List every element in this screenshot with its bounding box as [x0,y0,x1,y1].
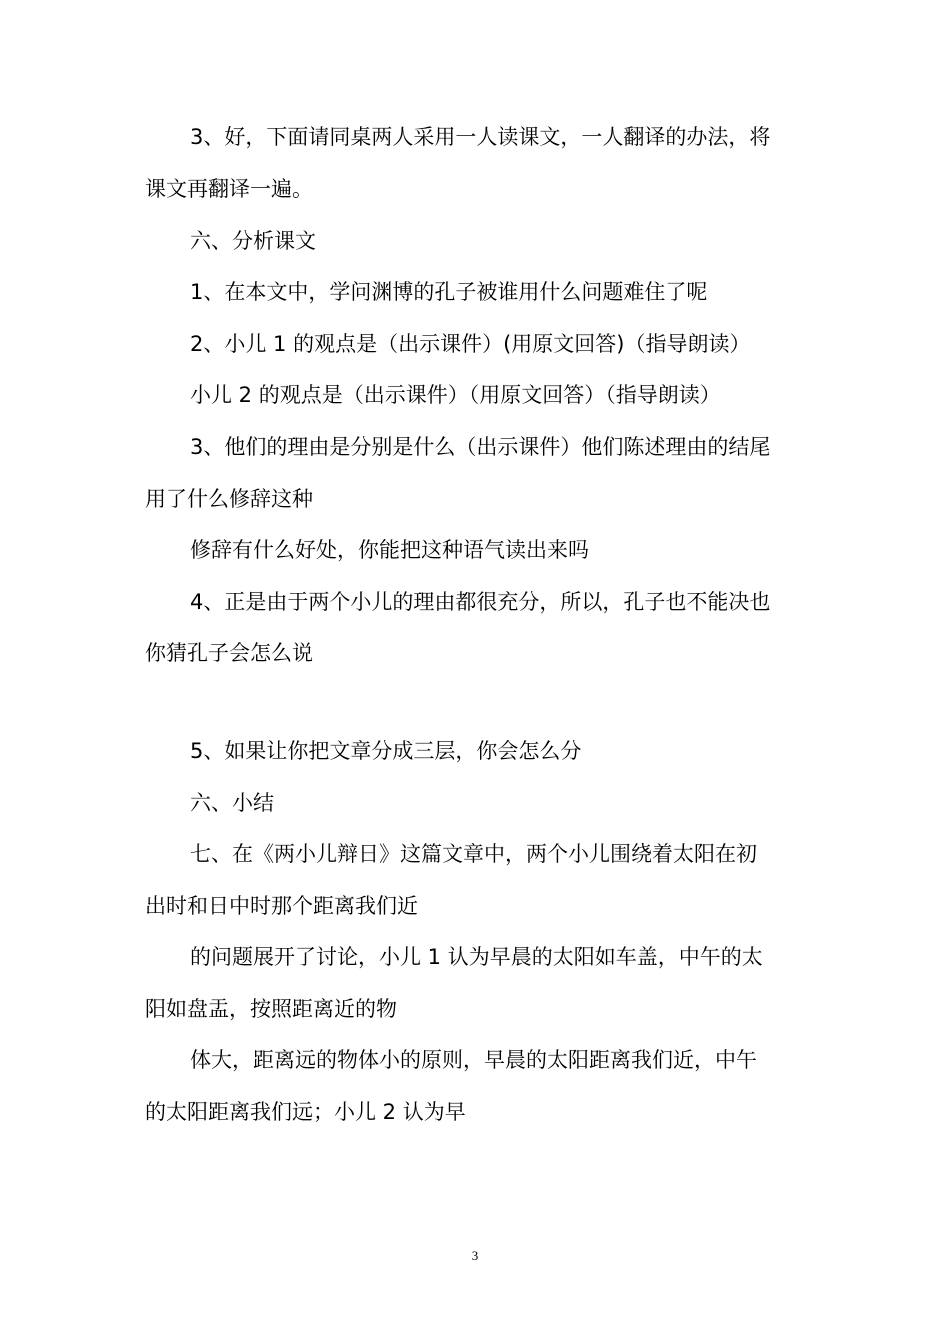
paragraph-line: 修辞有什么好处，你能把这种语气读出来吗 [190,538,589,562]
paragraph-line: 出时和日中时那个距离我们近 [145,894,418,918]
paragraph-line: 3、他们的理由是分别是什么（出示课件）他们陈述理由的结尾 [190,435,771,459]
paragraph-line: 七、在《两小儿辩日》这篇文章中，两个小儿围绕着太阳在初 [190,842,757,866]
page-number: 3 [471,1248,479,1263]
paragraph-line: 你猜孔子会怎么说 [145,641,313,665]
paragraph-line: 5、如果让你把文章分成三层，你会怎么分 [190,739,582,763]
paragraph-line: 阳如盘盂，按照距离近的物 [145,997,397,1021]
section-heading: 六、小结 [190,791,274,815]
paragraph-line: 1、在本文中，学问渊博的孔子被谁用什么问题难住了呢 [190,280,708,304]
paragraph-line: 体大，距离远的物体小的原则，早晨的太阳距离我们近，中午 [190,1048,757,1072]
paragraph-line: 2、小儿 1 的观点是（出示课件）(用原文回答)（指导朗读） [190,332,751,356]
paragraph-line: 课文再翻译一遍。 [145,177,313,201]
section-heading: 六、分析课文 [190,229,316,253]
paragraph-line: 3、好，下面请同桌两人采用一人读课文，一人翻译的办法，将 [190,125,771,149]
paragraph-line: 用了什么修辞这种 [145,487,313,511]
paragraph-line: 的问题展开了讨论，小儿 1 认为早晨的太阳如车盖，中午的太 [190,945,763,969]
paragraph-line: 的太阳距离我们远；小儿 2 认为早 [145,1100,466,1124]
paragraph-line: 小儿 2 的观点是（出示课件）（用原文回答）（指导朗读） [190,383,721,407]
paragraph-line: 4、正是由于两个小儿的理由都很充分，所以，孔子也不能决也 [190,590,771,614]
